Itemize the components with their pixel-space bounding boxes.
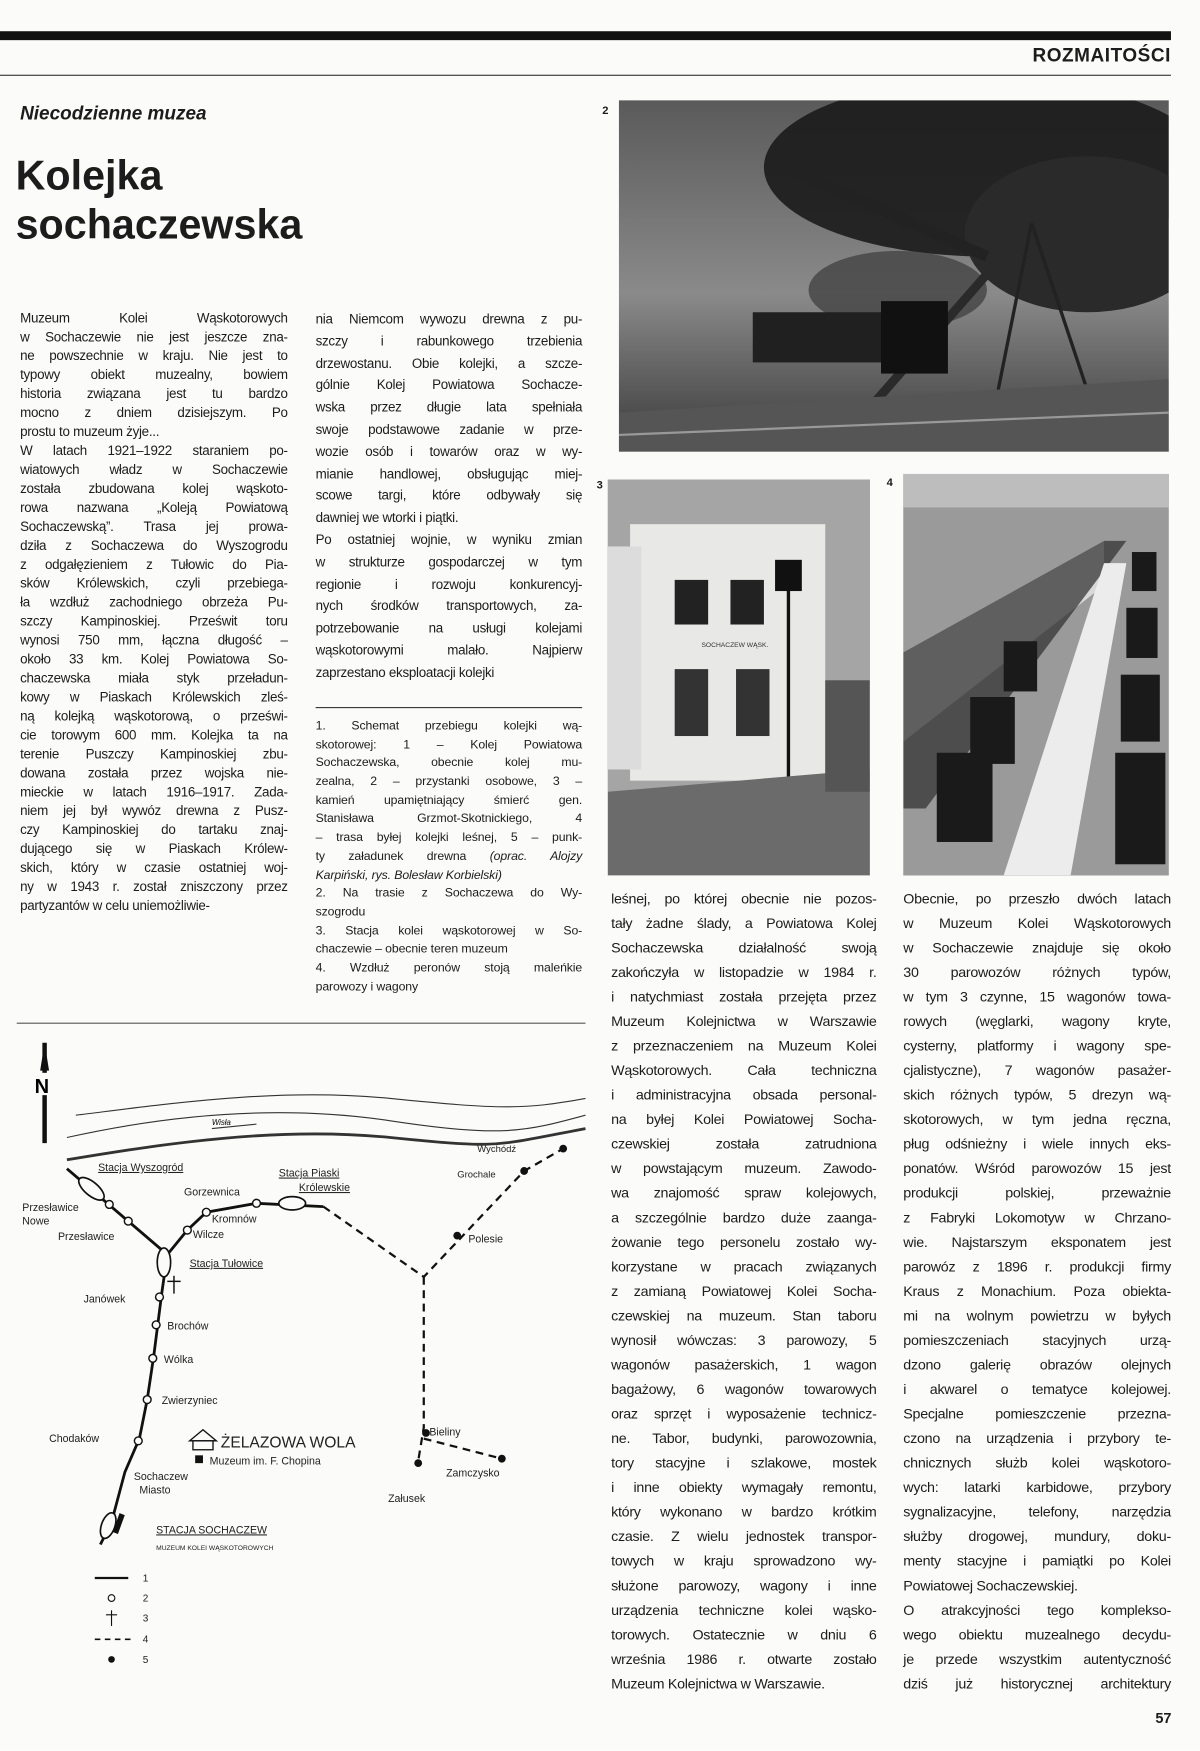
text-line: produkcji polskiej, przeważnie	[903, 1184, 1171, 1202]
text-line: w powstającym muzeum. Zawodo-	[611, 1159, 877, 1177]
text-line: partyzantów w celu uniemożliwie-	[20, 897, 210, 914]
caption-credit: (oprac. Alojzy	[489, 849, 583, 863]
text-line: ponatów. Wśród parowozów 15 jest	[903, 1159, 1171, 1177]
text-line: wa znajomość spraw kolejowych,	[611, 1184, 877, 1202]
text-line: mianie handlowej, obsługując miej-	[315, 465, 583, 482]
map-legend	[95, 1573, 149, 1665]
text-line: czy Kampinoskiej do tartaku znaj-	[20, 821, 288, 838]
photo-station-building	[608, 480, 870, 876]
text-line: Obecnie, po przeszło dwóch latach	[903, 889, 1171, 907]
text-line: czewskiej na muzeum. Stan taboru	[611, 1307, 877, 1324]
text-line: swoje podstawowe zadanie w prze-	[315, 421, 583, 438]
legend-label: 5	[142, 1654, 149, 1666]
place-label: Miasto	[139, 1484, 171, 1497]
caption-line	[316, 717, 583, 736]
text-line: Muzeum Kolei Wąskotorowych	[20, 310, 288, 326]
text-line: prostu to muzeum żyje...	[20, 423, 160, 440]
text-line: ne. Tabor, budynki, parowozownia,	[611, 1429, 877, 1447]
steam-train-illustration	[619, 100, 1169, 451]
text-column-1	[20, 309, 288, 916]
caption-text: 2. Na trasie z Sochaczewa do Wy-	[315, 886, 583, 901]
text-line: wąskotorowymi malało. Najpierw	[315, 642, 583, 658]
caption-line	[316, 847, 583, 866]
caption-text: zealna, 2 – przystanki osobowe, 3 –	[315, 775, 583, 789]
caption-line	[316, 792, 583, 811]
photo-locomotives-platform	[903, 474, 1168, 875]
place-label: Wychódź	[477, 1144, 517, 1156]
text-line: 30 parowozów różnych typów,	[903, 963, 1171, 981]
north-arrow-icon	[33, 1043, 55, 1143]
caption-line	[316, 959, 583, 978]
text-line: dziła z Sochaczewa do Wyszogrodu	[20, 537, 288, 554]
text-line: dowana została przez wojska nie-	[20, 765, 288, 781]
caption-text: 1. Schemat przebiegu kolejki wą-	[315, 719, 583, 733]
place-label: Zamczysko	[446, 1467, 500, 1480]
title-line: Kolejka	[15, 152, 163, 199]
text-line: żowanie tego personelu zostało wy-	[611, 1233, 877, 1251]
place-label: ŻELAZOWA WOLA	[220, 1434, 356, 1452]
place-label: Brochów	[167, 1320, 209, 1333]
railway-line-main	[67, 1169, 323, 1545]
text-line: wiatowych władz w Sochaczewie	[20, 461, 288, 478]
text-line: mi na wolnym powietrzu w byłych	[903, 1307, 1171, 1324]
text-line: służone parowozy, wagony i inne	[611, 1576, 877, 1594]
text-line: nych środków transportowych, za-	[315, 598, 583, 614]
text-line: Specjalne pomieszczenie przezna-	[903, 1405, 1171, 1422]
text-line: torowych. Ostatecznie w dniu 6	[611, 1625, 877, 1643]
text-line: z zamianą Powiatowej Kolei Socha-	[611, 1282, 877, 1300]
text-line: pług odśnieżny i wiele innych eks-	[903, 1135, 1171, 1153]
text-line: dawniej we wtorki i piątki.	[315, 509, 459, 526]
station-label: Stacja Piaski	[278, 1167, 340, 1180]
text-line: typowy obiekt muzealny, bowiem	[20, 366, 288, 383]
caption-text: parowozy i wagony	[315, 979, 419, 994]
text-line: mieckie w latach 1916–1917. Zada-	[20, 783, 288, 800]
caption-text: Stanisława Grzmot-Skotnickiego, 4	[315, 812, 583, 826]
caption-text: 3. Stacja kolei wąskotorowej w So-	[315, 924, 583, 938]
forest-railway-dashed	[323, 1149, 563, 1461]
text-line: cjalistyczne), 7 wagonów pasażer-	[903, 1061, 1171, 1079]
text-line: korzystane w pracach związanych	[611, 1257, 877, 1275]
caption-text: szogrodu	[315, 905, 366, 919]
place-label: Polesie	[468, 1233, 504, 1246]
text-line: chnicznych służb kolei wąskotoro-	[903, 1454, 1171, 1471]
text-line: rowa nazwana „Koleją Powiatową	[20, 499, 288, 516]
article-title	[16, 152, 303, 250]
caption-line	[316, 773, 583, 792]
text-line: w Muzeum Kolei Wąskotorowych	[903, 914, 1171, 932]
text-line: W latach 1921–1922 staraniem po-	[20, 442, 288, 459]
text-line: wska przez długie lata spełniała	[315, 399, 583, 416]
text-line: wynosił wówczas: 3 parowozy, 5	[611, 1331, 877, 1349]
text-line: szczy i rabunkowego trzebienia	[315, 333, 583, 349]
legend-label: 3	[142, 1613, 149, 1625]
legend-label: 1	[142, 1573, 149, 1585]
text-line: dziś już historycznej architektury	[903, 1675, 1171, 1692]
text-line: z odgałęzieniem z Tułowic do Pia-	[20, 556, 288, 573]
text-line: czewskiej została zatrudniona	[611, 1135, 877, 1153]
caption-text: ty załadunek drewna	[315, 849, 490, 863]
text-line: towych w kraju sprowadzono wy-	[611, 1552, 877, 1570]
place-label: Nowe	[22, 1215, 50, 1228]
caption-credit: Karpiński, rys. Bolesław Korbielski)	[315, 868, 502, 882]
river-label: Wisła	[211, 1118, 231, 1128]
railway-route-map	[0, 1004, 602, 1695]
figure-number: 3	[596, 479, 603, 492]
text-line: dzono galerię obrazów olejnych	[903, 1356, 1171, 1373]
text-line: chaczewska miała styk przeładun-	[20, 670, 288, 686]
article-kicker: Niecodzienne muzea	[20, 102, 207, 124]
text-line: Muzeum Kolejnictwa w Warszawie.	[611, 1675, 825, 1692]
text-line: scowe targi, które odbywały się	[315, 487, 583, 504]
locomotives-illustration	[903, 474, 1168, 875]
place-label: Janówek	[83, 1293, 126, 1306]
text-line: dującego się w Piaskach Królew-	[20, 840, 288, 857]
figure-number: 2	[602, 104, 609, 118]
caption-line	[316, 754, 583, 773]
place-label: Grochale	[457, 1169, 496, 1181]
text-line: urządzenia techniczne kolei wąsko-	[611, 1601, 877, 1619]
text-line: oraz sprzęt i wyposażenie technicz-	[611, 1405, 877, 1422]
caption-rule	[316, 707, 583, 708]
legend-label: 4	[142, 1634, 149, 1646]
text-line: i akwarel o tematyce kolejowej.	[903, 1380, 1171, 1398]
caption-text: chaczewie – obecnie teren muzeum	[315, 942, 508, 957]
text-line: Sochaczewska działalność swoją	[611, 938, 877, 956]
text-line: historia związana jest tu bardzo	[20, 385, 288, 402]
chopin-museum-marker-icon	[195, 1455, 203, 1463]
text-line: mocno z dniem dzisiejszym. Po	[20, 404, 288, 421]
text-line: ny w 1943 r. został zniszczony przez	[20, 878, 288, 895]
text-line: w Sochaczewie nie jest jeszcze zna-	[20, 328, 288, 345]
text-line: niem jej był wywóz drewna z Pusz-	[20, 802, 288, 819]
figure-captions	[316, 717, 583, 996]
text-line: około 33 km. Kolej Powiatowa So-	[20, 651, 288, 667]
place-label: Przesławice	[57, 1231, 115, 1244]
loading-point-dots	[414, 1145, 567, 1467]
caption-line	[316, 736, 583, 755]
text-line: września 1986 r. otwarte zostało	[611, 1650, 877, 1668]
text-line: ła wzdłuż zachodniego obrzeża Pu-	[20, 594, 288, 611]
text-line: leśnej, po której obecnie nie pozos-	[611, 889, 877, 907]
caption-line	[316, 922, 583, 941]
place-label: Bieliny	[429, 1426, 461, 1439]
text-line: który wykonano w bardzo krótkim	[611, 1503, 877, 1521]
place-label: Zwierzyniec	[161, 1395, 218, 1408]
station-label: Stacja Wyszogród	[98, 1161, 184, 1174]
text-line: w Sochaczewie znajduje się około	[903, 938, 1171, 956]
text-line: Muzeum Kolejnictwa w Warszawie	[611, 1012, 877, 1030]
text-line: potrzebowanie na usługi kolejami	[315, 620, 583, 636]
text-line: je przede wszystkim autentyczność	[903, 1650, 1171, 1668]
text-line: Powiatowej Sochaczewskiej.	[903, 1576, 1078, 1594]
section-title: ROZMAITOŚCI	[1032, 44, 1171, 66]
text-line: nia Niemcom wywozu drewna z pu-	[315, 311, 583, 327]
text-line: służby drogowej, mundury, doku-	[903, 1527, 1171, 1545]
caption-line	[316, 866, 583, 885]
caption-text: – trasa byłej kolejki leśnej, 5 – punk-	[315, 830, 583, 845]
text-line: w tym 3 czynne, 15 wagonów towa-	[903, 988, 1171, 1005]
text-line: rowych (węglarki, wagony kryte,	[903, 1012, 1171, 1030]
text-line: ną kolejką wąskotorową, o prześwi-	[20, 708, 288, 724]
text-line: czasie. Z wielu jednostek transpor-	[611, 1527, 877, 1545]
text-line: z Fabryki Lokomotyw w Chrzano-	[903, 1208, 1171, 1226]
text-line: tały żadne ślady, a Powiatowa Kolej	[611, 914, 877, 932]
text-line: została zbudowana kolej wąskoto-	[20, 480, 288, 497]
text-line: zaprzestano eksploatacji kolejki	[315, 664, 495, 680]
legend-label: 2	[142, 1593, 149, 1605]
place-label: Chodaków	[49, 1432, 100, 1445]
caption-text: skotorowej: 1 – Kolej Powiatowa	[315, 737, 583, 752]
place-label: Przesławice	[22, 1202, 79, 1215]
text-line: i natychmiast została przejęta przez	[611, 988, 877, 1005]
text-line: wozie osób i towarów oraz w wy-	[315, 443, 583, 460]
text-line: i administracyjna obsada personal-	[611, 1086, 877, 1103]
place-label: Kromnów	[211, 1213, 257, 1226]
text-line: menty stacyjne i pamiątki po Kolei	[903, 1552, 1171, 1570]
text-line: cie torowym 600 mm. Kolejka ta na	[20, 727, 288, 743]
caption-text: 4. Wzdłuż peronów stoją maleńkie	[315, 961, 583, 975]
photo-steam-train	[619, 100, 1169, 451]
text-line: skotorowych, w tym jedna ręczna,	[903, 1110, 1171, 1128]
text-line: Sochaczewską”. Trasa jej prowa-	[20, 518, 288, 535]
figure-number: 4	[886, 477, 893, 490]
text-line: skich różnych typów, 5 drezyn wą-	[903, 1086, 1171, 1103]
text-line: wie. Najstarszym eksponatem jest	[903, 1233, 1171, 1251]
text-line: regionie i rozwoju konkurencyj-	[315, 576, 583, 592]
text-line: cysterny, platformy i wagony spe-	[903, 1037, 1171, 1054]
station-label: STACJA SOCHACZEW	[156, 1524, 268, 1537]
caption-line	[316, 978, 583, 997]
text-line: na byłej Kolei Powiatowej Socha-	[611, 1110, 877, 1128]
museum-label: MUZEUM KOLEI WĄSKOTOROWYCH	[156, 1545, 274, 1553]
text-line: i inne obiekty wymagały remontu,	[611, 1478, 877, 1496]
station-sign: SOCHACZEW WĄSK.	[701, 641, 769, 649]
page-number: 57	[1155, 1709, 1172, 1727]
station-label: Królewskie	[298, 1182, 351, 1195]
text-line: w strukturze gospodarczej w tym	[315, 553, 583, 570]
place-label: Gorzewnica	[184, 1186, 240, 1199]
text-line: pomieszczeniach stacyjnych urzą-	[903, 1331, 1171, 1349]
place-label: Wilcze	[192, 1228, 225, 1241]
text-line: parowóz z 1896 r. produkcji firmy	[903, 1257, 1171, 1275]
text-line: czono na urządzenia i przybory te-	[903, 1429, 1171, 1447]
text-line: szczy Kampinoskiej. Prześwit toru	[20, 613, 288, 629]
place-label: Muzeum im. F. Chopina	[209, 1455, 321, 1468]
header-rule	[0, 75, 1171, 76]
station-building-illustration	[608, 480, 870, 876]
text-line: ne powszechnie w kraju. Nie jest to	[20, 347, 288, 364]
text-line: sków Królewskich, czyli przebiega-	[20, 575, 288, 592]
text-line: terenie Puszczy Kampinoskiej zbu-	[20, 746, 288, 762]
station-label: Stacja Tułowice	[189, 1257, 264, 1270]
text-line: kowy w Piaskach Królewskich zleś-	[20, 689, 288, 705]
text-line: wego obiektu muzealnego decydu-	[903, 1625, 1171, 1643]
memorial-cross-icon	[167, 1276, 180, 1294]
text-line: z przeznaczeniem na Muzeum Kolei	[611, 1037, 877, 1054]
text-line: a szczególnie bardzo duże zaanga-	[611, 1208, 877, 1226]
header-bar	[0, 31, 1171, 40]
text-line: Kraus z Monachium. Poza obiekta-	[903, 1282, 1171, 1300]
text-line: wych: latarki karbidowe, przybory	[903, 1478, 1171, 1496]
text-line: tory stacyjne i szlakowe, mostek	[611, 1454, 877, 1471]
text-line: drzewostanu. Obie kolejki, a szcze-	[315, 355, 583, 371]
caption-line	[316, 829, 583, 848]
text-line: Po ostatniej wojnie, w wyniku zmian	[315, 531, 583, 548]
text-line: sygnalizacyjne, telefony, narzędzia	[903, 1503, 1171, 1521]
text-line: wagonów pasażerskich, 1 wagon	[611, 1356, 877, 1373]
text-column-4	[903, 887, 1171, 1697]
caption-line	[316, 903, 583, 922]
place-label: Załusek	[388, 1493, 426, 1506]
place-label: Wólka	[163, 1353, 194, 1366]
text-column-2	[316, 309, 583, 684]
house-icon	[190, 1430, 217, 1450]
text-line: gólnie Kolej Powiatowa Sochacze-	[315, 377, 583, 393]
text-line: skich, który w czasie ostatniej woj-	[20, 859, 288, 876]
text-line: bagażowy, 6 wagonów towarowych	[611, 1380, 877, 1398]
text-line: wynosi 750 mm, łączna długość –	[20, 632, 288, 648]
text-line: Wąskotorowych. Cała techniczna	[611, 1061, 877, 1079]
caption-text: kamień upamiętniający śmierć gen.	[315, 793, 583, 808]
caption-text: Sochaczewska, obecnie kolej mu-	[315, 756, 583, 770]
text-line: zakończyła w listopadzie w 1984 r.	[611, 963, 877, 981]
text-line: O atrakcyjności tego komplekso-	[903, 1601, 1171, 1619]
caption-line	[316, 810, 583, 829]
text-column-3	[611, 887, 876, 1697]
caption-line	[316, 885, 583, 904]
place-label: Sochaczew	[133, 1470, 188, 1483]
north-label: N	[34, 1075, 50, 1098]
caption-line	[316, 940, 583, 959]
title-line: sochaczewska	[15, 201, 303, 248]
